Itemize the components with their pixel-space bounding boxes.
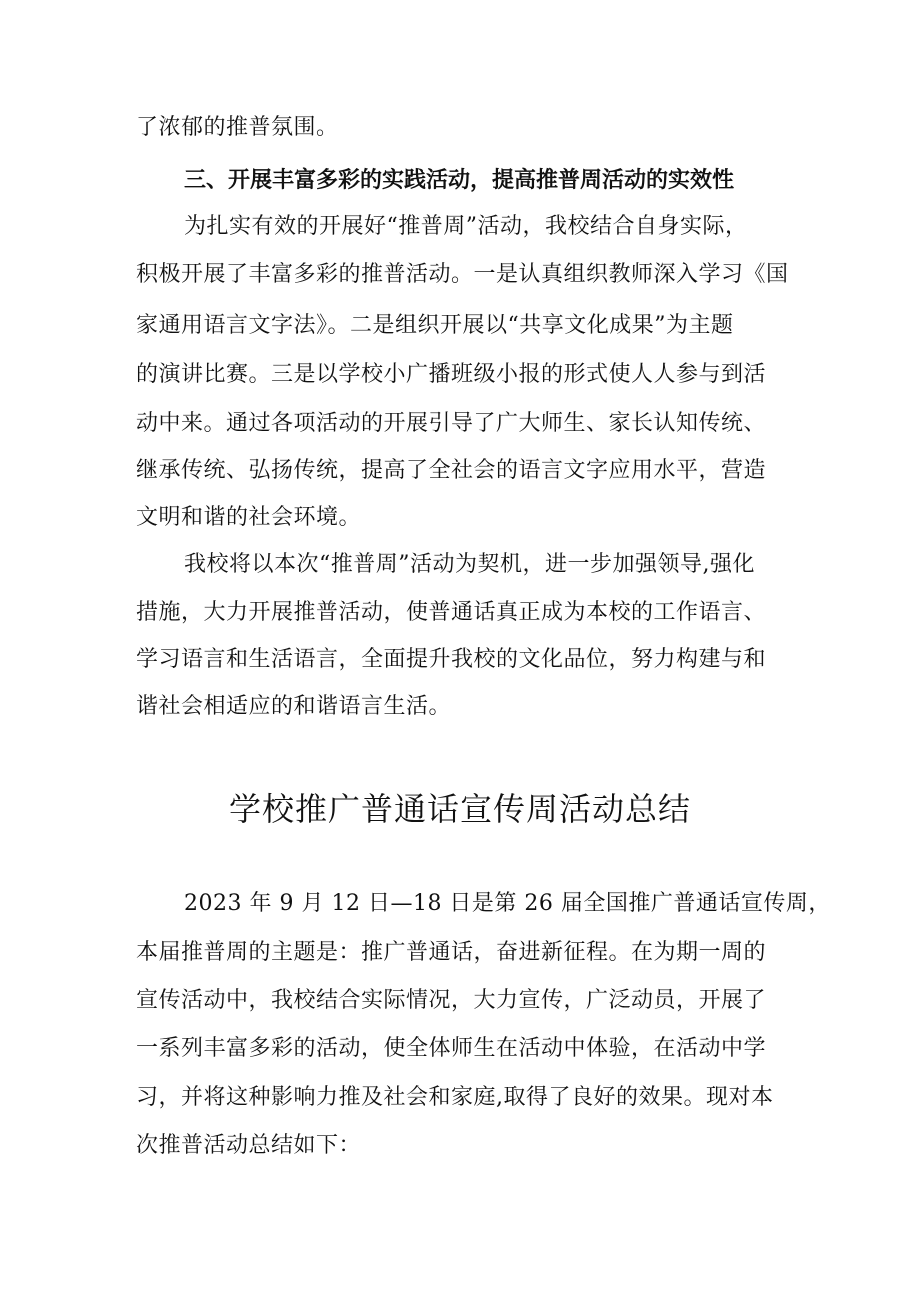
- text-line: 谐社会相适应的和谐语言生活。: [136, 694, 452, 719]
- text-line: 积极开展了丰富多彩的推普活动。一是认真组织教师深入学习《国: [136, 262, 789, 287]
- text-line: 习，并将这种影响力推及社会和家庭,取得了良好的效果。现对本: [136, 1085, 774, 1110]
- text-line: 2023 年 9 月 12 日—18 日是第 26 届全国推广普通话宣传周，: [184, 891, 831, 916]
- text-line: 继承传统、弘扬传统，提高了全社会的语言文字应用水平，营造: [136, 458, 767, 483]
- text-line: 我校将以本次“推普周”活动为契机，进一步加强领导,强化: [184, 552, 755, 577]
- text-line: 的演讲比赛。三是以学校小广播班级小报的形式使人人参与到活: [136, 362, 767, 387]
- section-heading: 三、开展丰富多彩的实践活动，提高推普周活动的实效性: [184, 168, 735, 193]
- text-line: 动中来。通过各项活动的开展引导了广大师生、家长认知传统、: [136, 411, 767, 436]
- text-line: 家通用语言文字法》。二是组织开展以“共享文化成果”为主题: [136, 313, 734, 338]
- document-title: 学校推广普通话宣传周活动总结: [228, 790, 691, 828]
- text-line: 措施，大力开展推普活动，使普通话真正成为本校的工作语言、: [136, 600, 767, 625]
- text-line: 本届推普周的主题是：推广普通话，奋进新征程。在为期一周的: [136, 940, 767, 965]
- text-line: 了浓郁的推普氛围。: [136, 115, 339, 140]
- text-line: 学习语言和生活语言，全面提升我校的文化品位，努力构建与和: [136, 647, 767, 672]
- text-line: 文明和谐的社会环境。: [136, 505, 362, 530]
- text-line: 次推普活动总结如下：: [136, 1133, 362, 1158]
- text-line: 一系列丰富多彩的活动，使全体师生在活动中体验，在活动中学: [136, 1036, 767, 1061]
- text-line: 为扎实有效的开展好“推普周”活动，我校结合自身实际，: [184, 214, 748, 239]
- text-line: 宣传活动中，我校结合实际情况，大力宣传，广泛动员，开展了: [136, 988, 767, 1013]
